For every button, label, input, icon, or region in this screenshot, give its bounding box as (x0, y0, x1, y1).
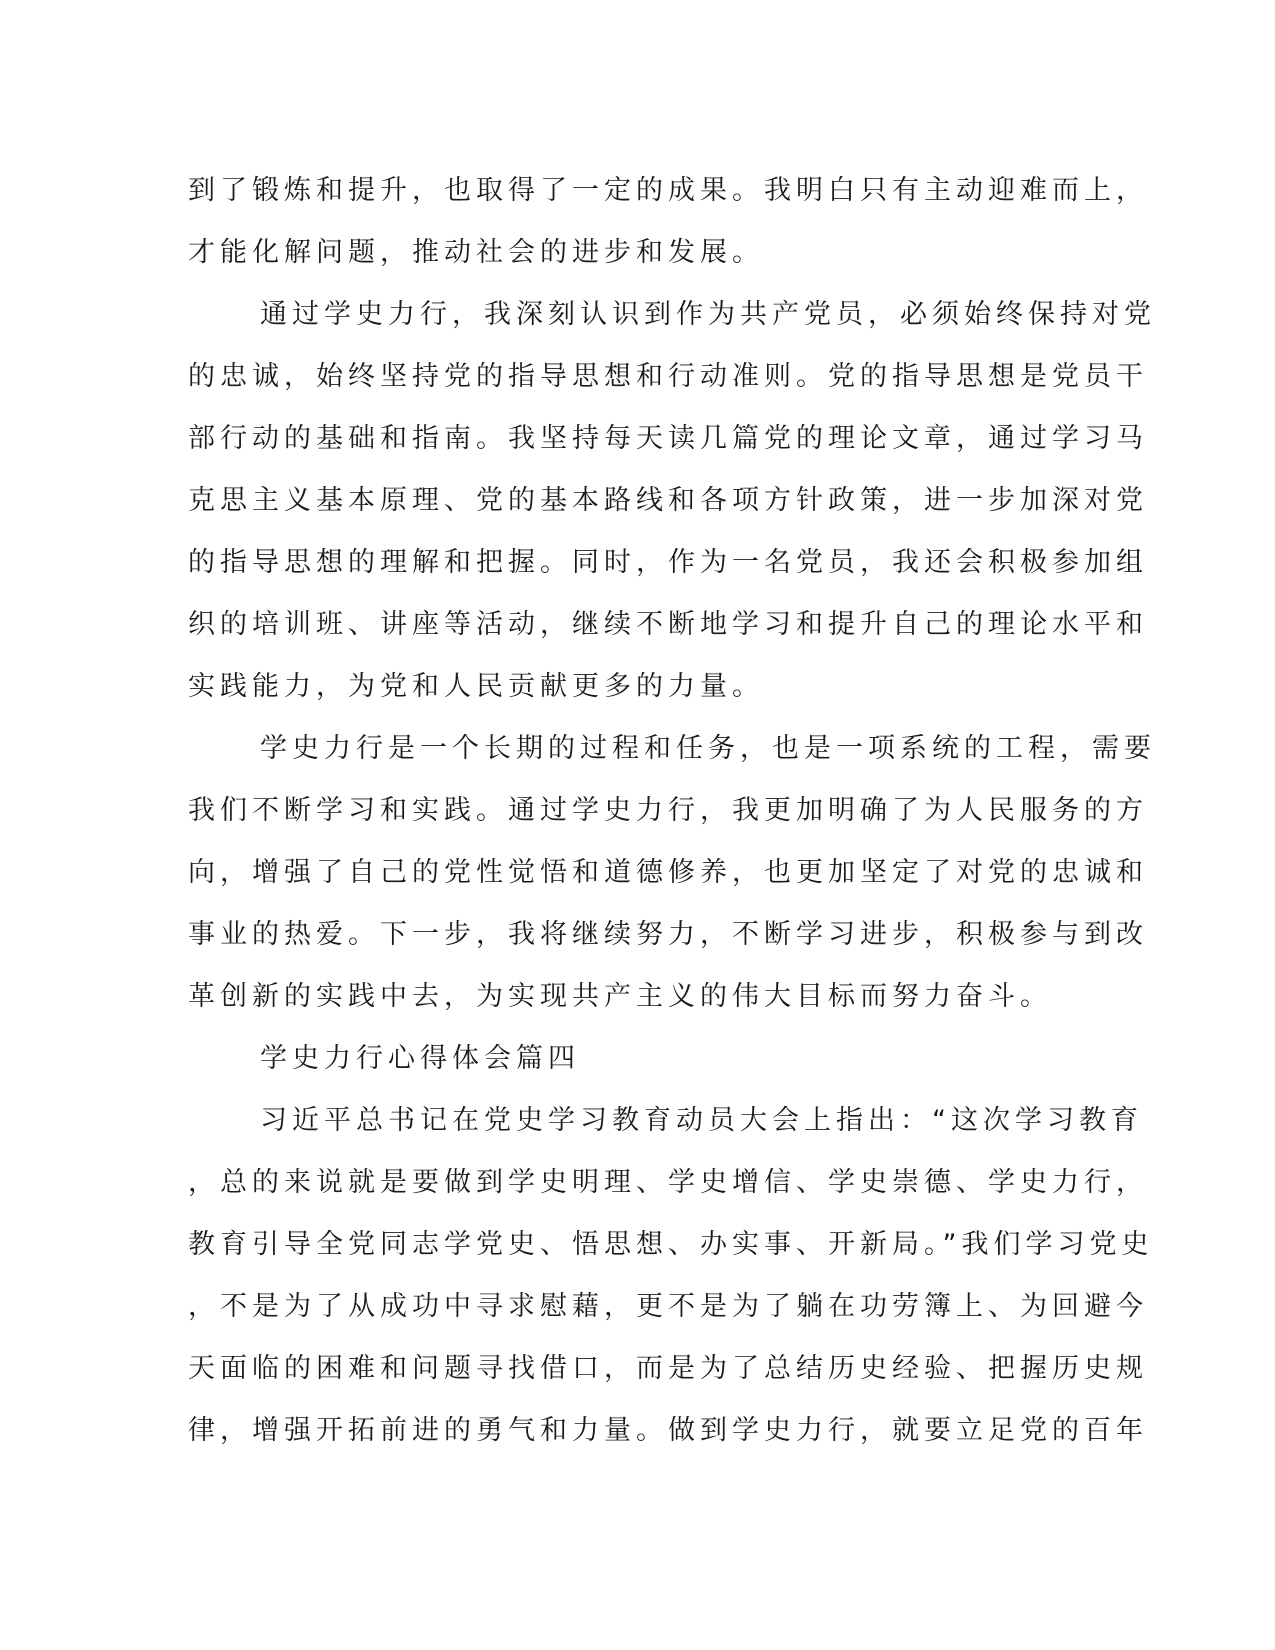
text-line: 才能化解问题，推动社会的进步和发展。 (188, 237, 764, 268)
text-line: 天面临的困难和问题寻找借口，而是为了总结历史经验、把握历史规 (188, 1353, 1148, 1384)
text-line: 律，增强开拓前进的勇气和力量。做到学史力行，就要立足党的百年 (188, 1415, 1148, 1446)
paragraph-start-line: 通过学史力行，我深刻认识到作为共产党员，必须始终保持对党 (260, 299, 1156, 330)
text-line: 革创新的实践中去，为实现共产主义的伟大目标而努力奋斗。 (188, 981, 1052, 1012)
section-heading: 学史力行心得体会篇四 (260, 1043, 580, 1074)
text-line: 织的培训班、讲座等活动，继续不断地学习和提升自己的理论水平和 (188, 609, 1148, 640)
text-line: ，总的来说就是要做到学史明理、学史增信、学史崇德、学史力行， (188, 1167, 1148, 1198)
text-line: 我们不断学习和实践。通过学史力行，我更加明确了为人民服务的方 (188, 795, 1148, 826)
paragraph-start-line: 习近平总书记在党史学习教育动员大会上指出：“这次学习教育 (260, 1105, 1143, 1136)
text-line: 部行动的基础和指南。我坚持每天读几篇党的理论文章，通过学习马 (188, 423, 1148, 454)
text-line: 事业的热爱。下一步，我将继续努力，不断学习进步，积极参与到改 (188, 919, 1148, 950)
paragraph-start-line: 学史力行是一个长期的过程和任务，也是一项系统的工程，需要 (260, 733, 1156, 764)
text-line: ，不是为了从成功中寻求慰藉，更不是为了躺在功劳簿上、为回避今 (188, 1291, 1148, 1322)
text-line: 的指导思想的理解和把握。同时，作为一名党员，我还会积极参加组 (188, 547, 1148, 578)
text-line: 向，增强了自己的党性觉悟和道德修养，也更加坚定了对党的忠诚和 (188, 857, 1148, 888)
document-body (188, 160, 1156, 1462)
text-line: 教育引导全党同志学党史、悟思想、办实事、开新局。”我们学习党史 (188, 1229, 1154, 1260)
text-line: 到了锻炼和提升，也取得了一定的成果。我明白只有主动迎难而上， (188, 175, 1148, 206)
text-line: 克思主义基本原理、党的基本路线和各项方针政策，进一步加深对党 (188, 485, 1148, 516)
text-line: 实践能力，为党和人民贡献更多的力量。 (188, 671, 764, 702)
text-line: 的忠诚，始终坚持党的指导思想和行动准则。党的指导思想是党员干 (188, 361, 1148, 392)
